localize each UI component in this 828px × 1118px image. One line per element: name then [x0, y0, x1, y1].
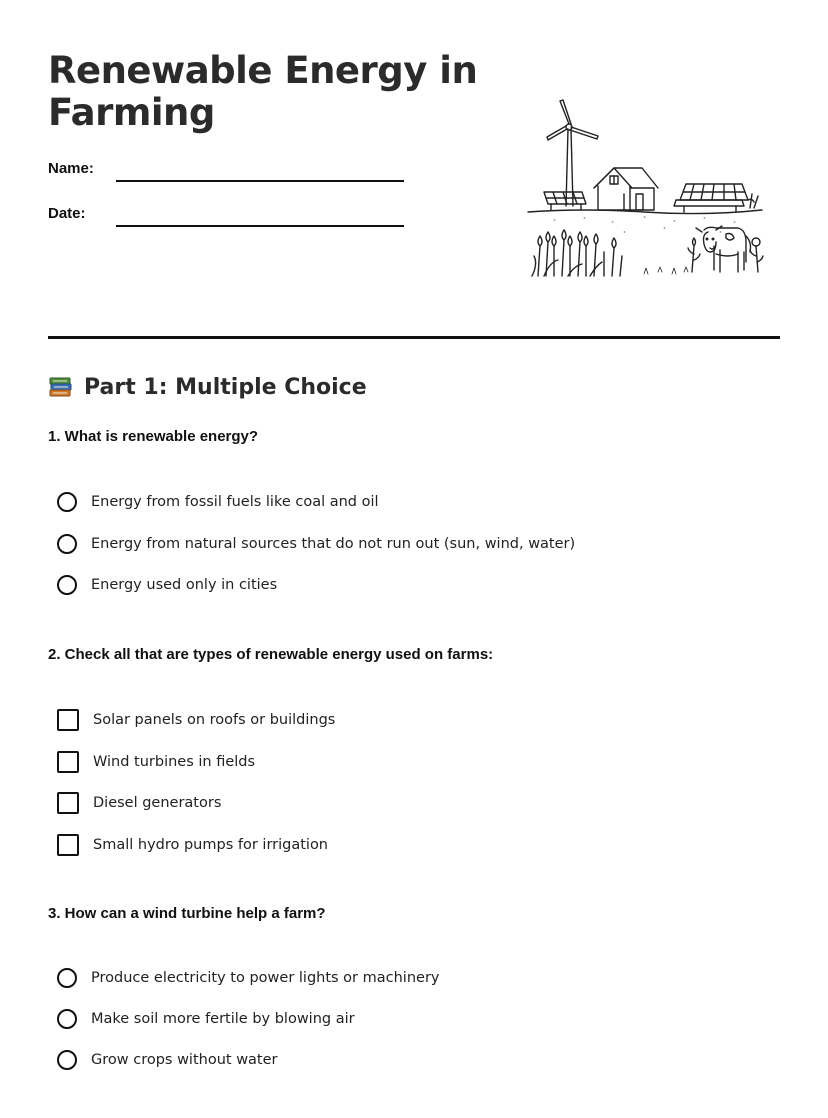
- radio-button[interactable]: [57, 968, 77, 988]
- cow-icon: [696, 226, 751, 272]
- flower-icon: [750, 238, 763, 272]
- checkbox[interactable]: [57, 709, 79, 731]
- question-3: 3. How can a wind turbine help a farm?: [48, 905, 326, 922]
- q2-option-1[interactable]: [57, 709, 335, 731]
- checkbox[interactable]: [57, 834, 79, 856]
- name-label: Name:: [48, 160, 94, 177]
- wheat-icon: [532, 230, 622, 276]
- part1-heading-text: Part 1: Multiple Choice: [84, 374, 367, 400]
- radio-button[interactable]: [57, 575, 77, 595]
- date-label: Date:: [48, 205, 86, 222]
- option-label: Grow crops without water: [91, 1052, 278, 1068]
- books-icon: [48, 374, 74, 400]
- worksheet-title: Renewable Energy in Farming: [48, 49, 478, 134]
- radio-button[interactable]: [57, 1050, 77, 1070]
- q1-option-2[interactable]: [57, 534, 575, 554]
- option-label: Wind turbines in fields: [93, 754, 256, 770]
- radio-button[interactable]: [57, 1009, 77, 1029]
- option-label: Energy from fossil fuels like coal and oil: [91, 494, 379, 510]
- wind-turbine-icon: [547, 100, 598, 206]
- option-label: Make soil more fertile by blowing air: [91, 1011, 355, 1027]
- small-plant-icon: [688, 238, 700, 272]
- q1-option-1[interactable]: [57, 492, 379, 512]
- question-1: 1. What is renewable energy?: [48, 428, 259, 445]
- house-icon: [594, 168, 658, 210]
- q1-option-3[interactable]: [57, 575, 277, 595]
- header-divider: [48, 336, 780, 339]
- checkbox[interactable]: [57, 792, 79, 814]
- option-label: Produce electricity to power lights or machinery: [91, 970, 440, 986]
- question-2: 2. Check all that are types of renewable energy used on farms:: [48, 646, 494, 663]
- option-label: Energy used only in cities: [91, 577, 278, 593]
- solar-array-icon: [674, 184, 758, 212]
- name-field[interactable]: [116, 180, 404, 182]
- q2-option-2[interactable]: [57, 751, 255, 773]
- q3-option-2[interactable]: [57, 1009, 355, 1029]
- checkbox[interactable]: [57, 751, 79, 773]
- q3-option-1[interactable]: [57, 968, 439, 988]
- grass-tufts: [644, 267, 688, 274]
- solar-panel-icon: [544, 192, 586, 210]
- option-label: Small hydro pumps for irrigation: [93, 837, 329, 853]
- part1-heading: [48, 374, 367, 400]
- farm-illustration: [524, 96, 768, 286]
- q2-option-4[interactable]: [57, 834, 328, 856]
- option-label: Diesel generators: [93, 795, 222, 811]
- option-label: Energy from natural sources that do not run out (sun, wind, water): [91, 536, 576, 552]
- grass-dots: [554, 217, 735, 232]
- radio-button[interactable]: [57, 534, 77, 554]
- option-label: Solar panels on roofs or buildings: [93, 712, 336, 728]
- radio-button[interactable]: [57, 492, 77, 512]
- q3-option-3[interactable]: [57, 1050, 278, 1070]
- date-field[interactable]: [116, 225, 404, 227]
- q2-option-3[interactable]: [57, 792, 221, 814]
